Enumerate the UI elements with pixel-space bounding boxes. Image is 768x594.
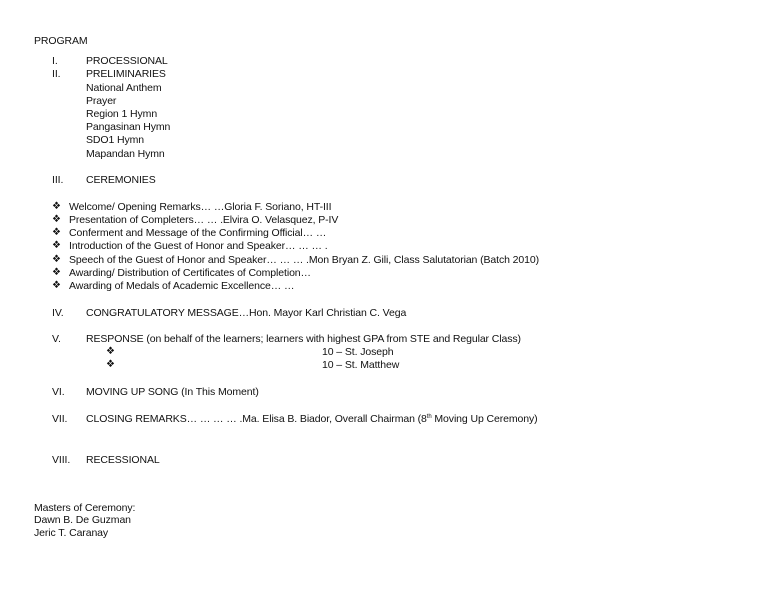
- superscript: th: [426, 414, 432, 420]
- bullet-icon: ❖: [52, 214, 61, 225]
- section-title: CONGRATULATORY MESSAGE…Hon. Mayor Karl Christian C. Vega: [86, 307, 407, 319]
- list-item: Conferment and Message of the Confirming Official… …: [69, 227, 327, 239]
- bullet-icon: ❖: [52, 280, 61, 291]
- section-title-text: CLOSING REMARKS… … … … .Ma. Elisa B. Biador, Overall Chairman (8: [86, 413, 427, 425]
- list-item: Region 1 Hymn: [86, 108, 158, 120]
- master-name: Dawn B. De Guzman: [34, 514, 131, 526]
- list-item: National Anthem: [86, 82, 162, 94]
- section-number: VI.: [52, 386, 65, 398]
- section-number: II.: [52, 68, 61, 80]
- section-title: RESPONSE (on behalf of the learners; learners with highest GPA from STE and Regular Class): [86, 333, 521, 345]
- bullet-icon: ❖: [52, 254, 61, 265]
- list-item: Prayer: [86, 95, 117, 107]
- section-number: III.: [52, 174, 64, 186]
- bullet-icon: ❖: [52, 201, 61, 212]
- section-title: [86, 413, 538, 425]
- list-item: Presentation of Completers… … .Elvira O. Velasquez, P-IV: [69, 214, 339, 226]
- list-item: Awarding of Medals of Academic Excellence… …: [69, 280, 295, 292]
- list-item: Speech of the Guest of Honor and Speaker… … … .Mon Bryan Z. Gili, Class Salutatorian (Batch 2010): [69, 254, 540, 266]
- section-title: MOVING UP SONG (In This Moment): [86, 386, 259, 398]
- bullet-icon: ❖: [106, 359, 115, 370]
- bullet-icon: ❖: [52, 240, 61, 251]
- list-item: Introduction of the Guest of Honor and Speaker… … … .: [69, 240, 328, 252]
- section-number: I.: [52, 55, 58, 67]
- list-item: SDO1 Hymn: [86, 134, 145, 146]
- list-item: Pangasinan Hymn: [86, 121, 171, 133]
- section-number: VII.: [52, 413, 68, 425]
- bullet-icon: ❖: [52, 267, 61, 278]
- program-title: PROGRAM: [34, 35, 88, 47]
- masters-label: Masters of Ceremony:: [34, 502, 136, 514]
- section-title: PROCESSIONAL: [86, 55, 168, 67]
- list-item: 10 – St. Joseph: [322, 346, 394, 358]
- section-title-text: Moving Up Ceremony): [431, 413, 538, 425]
- master-name: Jeric T. Caranay: [34, 527, 109, 539]
- section-number: VIII.: [52, 454, 71, 466]
- list-item: Awarding/ Distribution of Certificates of Completion…: [69, 267, 311, 279]
- section-number: IV.: [52, 307, 64, 319]
- section-title: RECESSIONAL: [86, 454, 160, 466]
- list-item: Welcome/ Opening Remarks… …Gloria F. Soriano, HT-III: [69, 201, 332, 213]
- bullet-icon: ❖: [52, 227, 61, 238]
- section-title: CEREMONIES: [86, 174, 156, 186]
- section-title: PRELIMINARIES: [86, 68, 166, 80]
- bullet-icon: ❖: [106, 346, 115, 357]
- section-number: V.: [52, 333, 61, 345]
- list-item: 10 – St. Matthew: [322, 359, 400, 371]
- list-item: Mapandan Hymn: [86, 148, 165, 160]
